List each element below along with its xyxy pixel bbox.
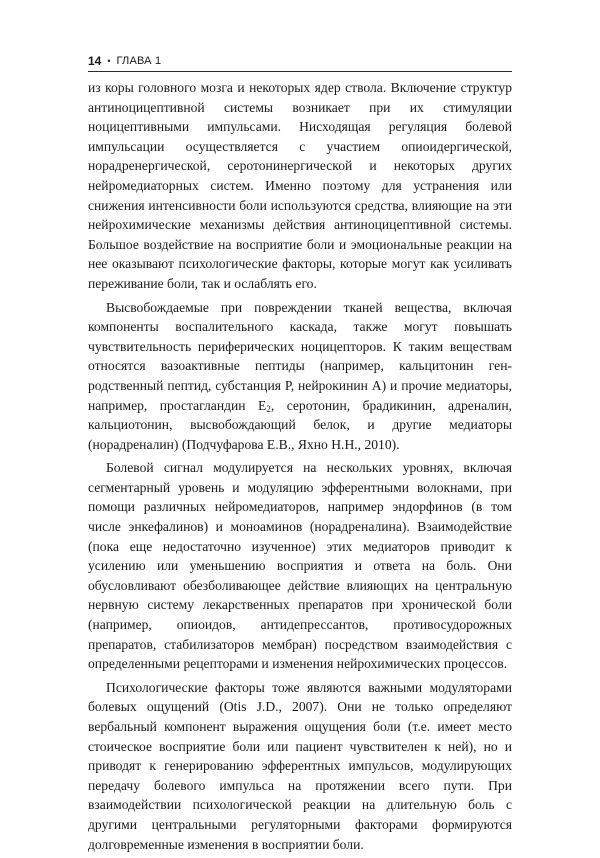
paragraph-1: из коры головного мозга и некоторых ядер ствола. Включение структур антиноцицептивной системы возникает при их стимуляции ноцицептивными импульсами. Нисходящая регуляция болевой импульсации осуществляется с участием опиоидергической, норадренергической, серотонинергической и некоторых других нейромедиаторных систем. Именно поэтому для устранения или снижения интенсивности боли используются средства, влияющие на эти нейрохимические механизмы действия антиноцицептивной системы. Большое воздействие на восприятие боли и эмоциональные реакции на нее оказывают психологические факторы, которые могут как усиливать переживание боли, так и ослаблять его. xyxy=(88,80,512,291)
paragraph-2-text-b: , серотонин, брадикинин, адреналин, кальциотонин, высвобождающий белок, и другие медиаторы (норадреналин) (Подчуфарова Е.В., Яхно Н.Н., 2010). xyxy=(88,397,512,452)
paragraph-4: Психологические факторы тоже являются важными модуляторами болевых ощущений (Otis J.D., 2007). Они не только определяют вербальный компонент выражения ощущения боли (т.е. имеет место стоическое восприятие боли или пациент чувствителен к ней), но и приводят к генерированию эфферентных импульсов, модулирующих передачу болевого импульса на протяжении всего пути. При взаимодействии психологической реакции на длительную боль с другими центральными регуляторными факторами формируются долговременные изменения в восприятии боли. xyxy=(88,679,512,852)
body-text xyxy=(88,78,512,858)
paragraph-2 xyxy=(88,298,512,455)
paragraph-2-text-a: Высвобождаемые при повреждении тканей вещества, включая компоненты воспалительного каскада, также могут повышать чувствительность периферических ноцицепторов. К таким веществам относятся вазоактивные пептиды (например, кальцитонин ген-родственный пептид, субстанция Р, нейрокинин А) и прочие медиаторы, например, простагландин Е xyxy=(88,299,512,413)
paragraph-3: Болевой сигнал модулируется на нескольких уровнях, включая сегментарный уровень и модуляцию эфферентными волокнами, при помощи различных нейромедиаторов, например эндорфинов (в том числе энкефалинов) и моноаминов (норадреналина). Взаимодействие (пока еще недостаточно изученное) этих медиаторов приводит к усилению или уменьшению восприятия и ответа на боль. Они обусловливают обезболивающее действие влияющих на центральную нервную систему лекарственных препаратов при хронической боли (например, опиоидов, антидепрессантов, противосудорожных препаратов, стабилизаторов мембран) посредством взаимодействия с определенными рецепторами и изменения нейрохимических процессов. xyxy=(88,460,512,672)
running-header xyxy=(88,53,512,69)
subscript-2: 2 xyxy=(266,403,271,414)
header-rule xyxy=(88,71,512,72)
chapter-title: ГЛАВА 1 xyxy=(116,55,162,67)
header-bullet: • xyxy=(107,56,111,66)
page-number: 14 xyxy=(88,54,102,68)
